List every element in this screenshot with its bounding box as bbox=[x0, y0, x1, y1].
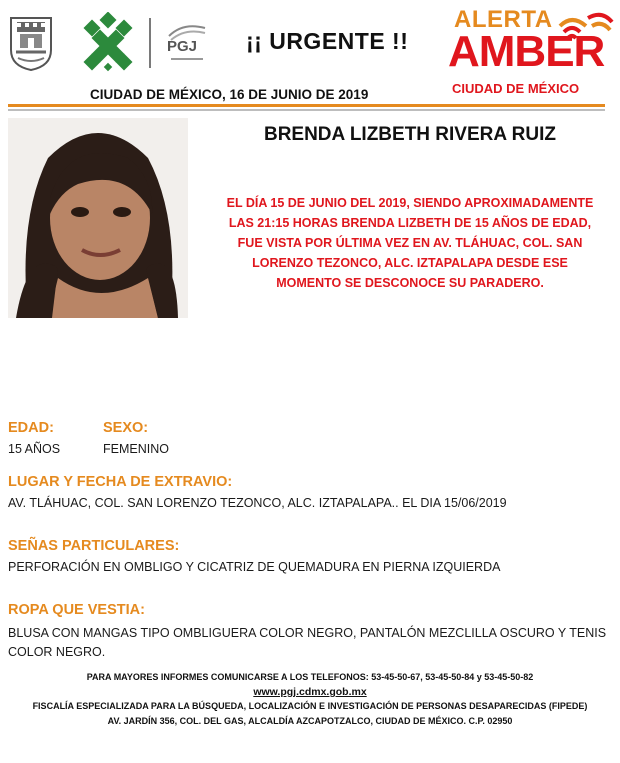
age-value: 15 AÑOS bbox=[8, 442, 61, 456]
place-date-label: LUGAR Y FECHA DE EXTRAVIO: bbox=[8, 474, 233, 490]
dateline: CIUDAD DE MÉXICO, 16 DE JUNIO DE 2019 bbox=[90, 87, 369, 102]
footer-office: FISCALÍA ESPECIALIZADA PARA LA BÚSQUEDA, LOCALIZACIÓN E INVESTIGACIÓN DE PERSONAS DESAPARECIDAS (FIPEDE) bbox=[32, 701, 588, 711]
cdmx-green-x-logo bbox=[78, 12, 138, 74]
disappearance-description: EL DÍA 15 DE JUNIO DEL 2019, SIENDO APROXIMADAMENTE LAS 21:15 HORAS BRENDA LIZBETH DE 15 AÑOS DE EDAD, FUE VISTA POR ÚLTIMA VEZ EN AV. TLÁHUAC, COL. SAN LORENZO TEZONCO, ALC. IZTAPALAPA DESDE ESE MOMENTO SE DESCONOCE SU PARADERO. bbox=[226, 196, 594, 290]
ciudad-de-mexico-text: CIUDAD DE MÉXICO bbox=[452, 81, 580, 96]
alerta-text: ALERTA bbox=[454, 6, 553, 33]
header-rule-gray bbox=[8, 109, 605, 111]
clothing-value: BLUSA CON MANGAS TIPO OMBLIGUERA COLOR NEGRO, PANTALÓN MEZCLILLA OSCURO Y TENIS COLOR NEGRO. bbox=[8, 626, 607, 659]
person-name: BRENDA LIZBETH RIVERA RUIZ bbox=[263, 124, 557, 145]
urgent-heading: ¡¡ URGENTE !! bbox=[246, 28, 409, 54]
footer-phones: PARA MAYORES INFORMES COMUNICARSE A LOS TELEFONOS: 53-45-50-67, 53-45-50-84 y 53-45-50-82 bbox=[86, 672, 534, 682]
pgj-logo bbox=[163, 18, 211, 68]
distinguishing-marks-value: PERFORACIÓN EN OMBLIGO Y CICATRIZ DE QUEMADURA EN PIERNA IZQUIERDA bbox=[8, 560, 501, 574]
header-rule-orange bbox=[8, 104, 605, 107]
sex-value: FEMENINO bbox=[103, 442, 169, 456]
footer-address: AV. JARDÍN 356, COL. DEL GAS, ALCALDÍA AZCAPOTZALCO, CIUDAD DE MÉXICO. C.P. 02950 bbox=[107, 716, 513, 726]
place-date-value: AV. TLÁHUAC, COL. SAN LORENZO TEZONCO, ALC. IZTAPALAPA.. EL DIA 15/06/2019 bbox=[8, 496, 507, 510]
footer-website-link[interactable]: www.pgj.cdmx.gob.mx bbox=[253, 686, 367, 698]
alerta-amber-logo bbox=[446, 2, 614, 100]
clothing-label: ROPA QUE VESTIA: bbox=[8, 602, 145, 618]
age-label: EDAD: bbox=[8, 420, 54, 436]
missing-person-photo bbox=[8, 118, 188, 318]
sex-label: SEXO: bbox=[103, 420, 149, 436]
cdmx-coat-of-arms-logo bbox=[8, 12, 54, 72]
pgj-logo-text: PGJ bbox=[167, 38, 198, 55]
distinguishing-marks-label: SEÑAS PARTICULARES: bbox=[8, 538, 180, 554]
header-divider bbox=[149, 18, 151, 68]
amber-text: AMBER bbox=[448, 27, 605, 76]
